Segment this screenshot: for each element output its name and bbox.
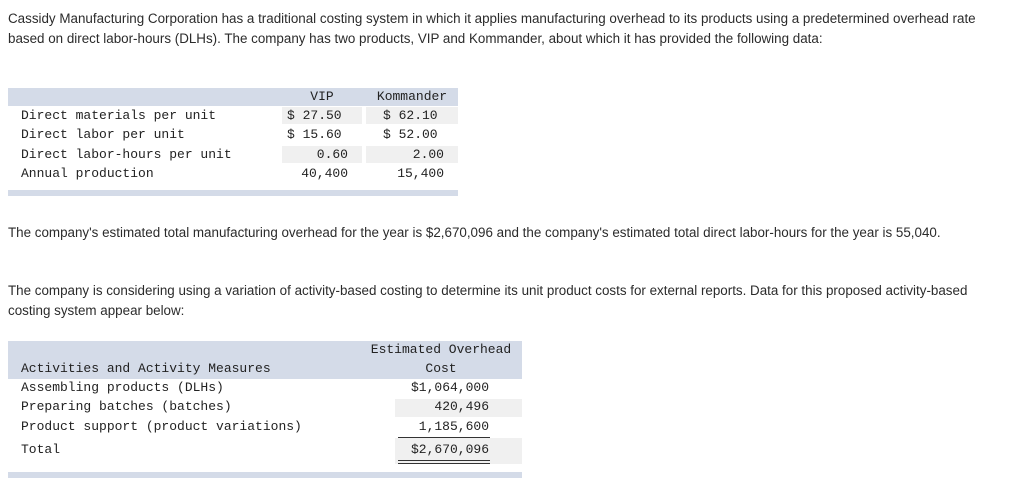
total-double-underline-top <box>398 460 490 461</box>
activity-row-label: Assembling products (DLHs) <box>21 380 224 395</box>
subtotal-underline <box>398 437 490 438</box>
activity-header-label: Activities and Activity Measures <box>21 361 271 376</box>
activity-cost-value: 1,185,600 <box>418 419 489 434</box>
total-label: Total <box>21 442 61 457</box>
total-cost-value: $2,670,096 <box>410 442 489 457</box>
product-table-footer-band <box>8 190 458 196</box>
overhead-paragraph: The company's estimated total manufacturing overhead for the year is $2,670,096 and the company's estimated total direct labor-hours for the year is 55,040. <box>8 225 941 240</box>
cost-header-line2: Cost <box>425 361 457 376</box>
cost-header-line1: Estimated Overhead <box>370 342 512 357</box>
col-header-vip: VIP <box>310 89 334 104</box>
row-label: Direct materials per unit <box>21 108 217 123</box>
activity-table-footer-band <box>8 472 522 478</box>
activity-cost-value: 420,496 <box>434 399 489 414</box>
vip-value: 0.60 <box>316 147 348 162</box>
intro-paragraph: Cassidy Manufacturing Corporation has a traditional costing system in which it applies manufacturing overhead to its products using a predetermined overhead rate based on direct labor-hours (DLHs). The company has two products, VIP and Kommander, about which it has provided the following data: <box>8 11 976 46</box>
total-double-underline-bottom <box>398 463 490 464</box>
activity-row-label: Preparing batches (batches) <box>21 399 232 414</box>
activity-row-label: Product support (product variations) <box>21 419 302 434</box>
vip-value: 40,400 <box>301 166 348 181</box>
row-label: Direct labor-hours per unit <box>21 147 232 162</box>
kommander-value: $ 62.10 <box>383 108 438 123</box>
row-label: Direct labor per unit <box>21 127 185 142</box>
kommander-value: 2.00 <box>412 147 444 162</box>
vip-value: $ 27.50 <box>287 108 342 123</box>
activity-cost-value: $1,064,000 <box>410 380 489 395</box>
vip-value: $ 15.60 <box>287 127 342 142</box>
kommander-value: 15,400 <box>397 166 444 181</box>
abc-intro-paragraph: The company is considering using a variation of activity-based costing to determine its unit product costs for external reports. Data for this proposed activity-based costing system appear below: <box>8 283 968 318</box>
row-label: Annual production <box>21 166 154 181</box>
col-header-kommander: Kommander <box>376 89 448 104</box>
kommander-value: $ 52.00 <box>383 127 438 142</box>
